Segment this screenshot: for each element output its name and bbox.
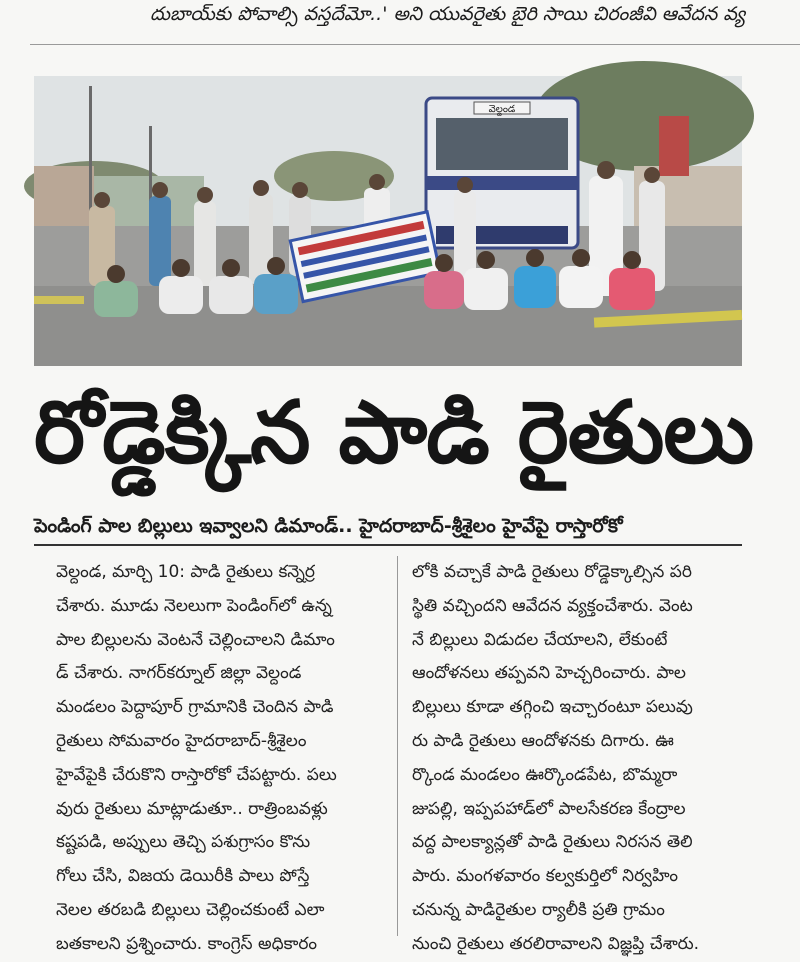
text-line: చేశారు. మూడు నెలలుగా పెండింగ్‌లో ఉన్న [56,595,332,616]
text-line: బతకాలని ప్రశ్నించారు. కాంగ్రెస్ అధికారం [56,933,318,954]
text-line: పాల బిల్లులను వెంటనే చెల్లించాలని డిమాం [56,629,335,650]
headline: రోడ్డెక్కిన పాడి రైతులు [34,383,754,483]
text-line: వురు రైతులు మాట్లాడుతూ.. రాత్రింబవళ్లు [56,798,328,819]
article-column-right [412,556,742,954]
text-line: వెల్దండ, మార్చి 10: పాడి రైతులు కన్నెర్ర [56,562,315,582]
text-line: గోలు చేసి, విజయ డెయిరీకి పాలు పోస్తే [56,866,310,887]
article-column-left [56,556,386,954]
news-photo [34,76,742,366]
text-line: రు పాడి రైతులు ఆందోళనకు దిగారు. ఊ [412,730,674,751]
previous-story-tail: దుబాయ్‌కు పోవాల్సి వస్తదేమో..' అని యువరైతు బైరి సాయి చిరంజీవి ఆవేదన వ్య [150,3,746,25]
text-line: జుపల్లి, ఇప్పపహాడ్‌లో పాలసేకరణ కేంద్రాల [412,798,686,819]
text-line: ర్కొండ మండలం ఊర్కొండపేట, బొమ్మరా [412,764,678,785]
top-divider [30,44,800,45]
text-line: నుంచి రైతులు తరలిరావాలని విజ్ఞప్తి చేశారు. [412,933,700,954]
text-line: లోకి వచ్చాకే పాడి రైతులు రోడ్డెక్కాల్సిన పరి [412,562,692,582]
subheadline: పెండింగ్ పాల బిల్లులు ఇవ్వాలని డిమాండ్.. హైదరాబాద్-శ్రీశైలం హైవేపై రాస్తారోకో [34,508,742,546]
text-line: కష్టపడి, అప్పులు తెచ్చి పశుగ్రాసం కొను [56,832,311,853]
text-line: నెలల తరబడి బిల్లులు చెల్లించకుంటే ఎలా [56,899,325,920]
text-line: చనున్న పాడిరైతుల ర్యాలీకి ప్రతి గ్రామం [412,899,665,920]
text-line: ఆందోళనలు తప్పవని హెచ్చరించారు. పాల [412,663,686,684]
text-line: నే బిల్లులు విడుదల చేయాలని, లేకుంటే [412,629,668,650]
text-line: పారు. మంగళవారం కల్వకుర్తిలో నిర్వహిం [412,866,678,887]
text-line: డ్ చేశారు. నాగర్‌కర్నూల్ జిల్లా వెల్దండ [56,663,302,684]
text-line: రైతులు సోమవారం హైదరాబాద్-శ్రీశైలం [56,730,307,751]
protest-photo-illustration [34,76,742,366]
column-divider [397,556,398,936]
text-line: బిల్లులు కూడా తగ్గించి ఇచ్చారంటూ పలువు [412,697,693,718]
text-line: వద్ద పాలక్యాన్లతో పాడి రైతులు నిరసన తెలి [412,832,693,853]
text-line: మండలం పెద్దాపూర్ గ్రామానికి చెందిన పాడి [56,697,334,718]
text-line: హైవేపైకి చేరుకొని రాస్తారోకో చేపట్టారు. పలు [56,764,337,785]
text-line: స్థితి వచ్చిందని ఆవేదన వ్యక్తంచేశారు. వెంట [412,595,693,616]
bus-route-sign: వెల్దండ [488,104,516,115]
